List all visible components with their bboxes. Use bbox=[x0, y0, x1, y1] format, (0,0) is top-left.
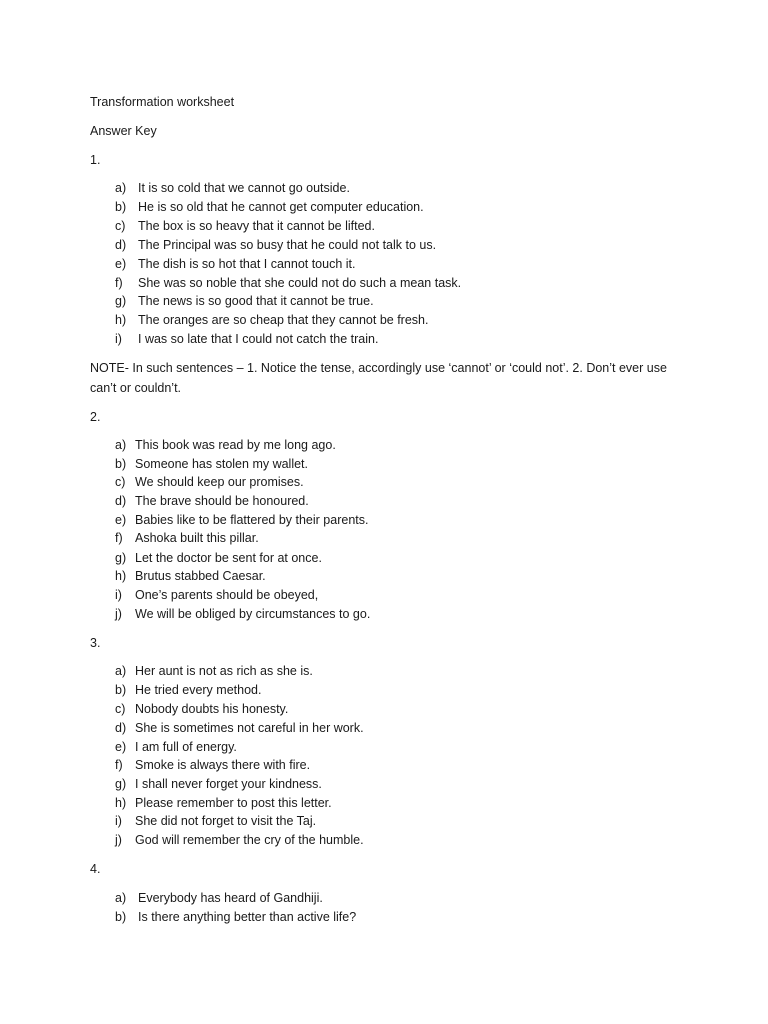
list-item-text: I was so late that I could not catch the train. bbox=[138, 332, 379, 346]
list-marker: a) bbox=[115, 891, 127, 905]
list-marker: b) bbox=[115, 910, 127, 924]
list-marker: h) bbox=[115, 796, 127, 810]
list-marker: h) bbox=[115, 313, 127, 327]
list-item-text: Let the doctor be sent for at once. bbox=[135, 551, 322, 565]
list-marker: b) bbox=[115, 457, 127, 471]
list-marker: e) bbox=[115, 740, 127, 754]
list-item-text: We will be obliged by circumstances to go. bbox=[135, 607, 371, 621]
section-3-number: 3. bbox=[90, 636, 101, 650]
list-item-text: God will remember the cry of the humble. bbox=[135, 833, 364, 847]
list-marker: g) bbox=[115, 294, 127, 308]
document-subtitle: Answer Key bbox=[90, 124, 157, 138]
list-item-text: The oranges are so cheap that they cannot be fresh. bbox=[138, 313, 429, 327]
list-item-text: Babies like to be flattered by their parents. bbox=[135, 513, 369, 527]
list-item-text: Someone has stolen my wallet. bbox=[135, 457, 309, 471]
document-title: Transformation worksheet bbox=[90, 95, 235, 109]
list-item-text: Please remember to post this letter. bbox=[135, 796, 332, 810]
list-item-text: He is so old that he cannot get computer education. bbox=[138, 200, 424, 214]
list-item-text: Everybody has heard of Gandhiji. bbox=[138, 891, 323, 905]
list-item-text: Nobody doubts his honesty. bbox=[135, 702, 289, 716]
list-item-text: The box is so heavy that it cannot be lifted. bbox=[138, 219, 375, 233]
list-marker: e) bbox=[115, 257, 127, 271]
list-item-text: The dish is so hot that I cannot touch it. bbox=[138, 257, 356, 271]
list-item-text: One’s parents should be obeyed, bbox=[135, 588, 319, 602]
list-marker: i) bbox=[115, 588, 122, 602]
list-marker: d) bbox=[115, 238, 127, 252]
list-marker: e) bbox=[115, 513, 127, 527]
list-item-text: Ashoka built this pillar. bbox=[135, 531, 259, 545]
list-marker: c) bbox=[115, 475, 126, 489]
list-marker: c) bbox=[115, 219, 126, 233]
list-item-text: I shall never forget your kindness. bbox=[135, 777, 322, 791]
list-item-text: The Principal was so busy that he could not talk to us. bbox=[138, 238, 437, 252]
list-marker: a) bbox=[115, 438, 127, 452]
list-marker: i) bbox=[115, 332, 122, 346]
list-item-text: She was so noble that she could not do such a mean task. bbox=[138, 276, 462, 290]
list-item-text: The news is so good that it cannot be true. bbox=[138, 294, 374, 308]
list-item-text: She did not forget to visit the Taj. bbox=[135, 814, 317, 828]
list-marker: d) bbox=[115, 494, 127, 508]
list-marker: f) bbox=[115, 531, 123, 545]
list-item-text: She is sometimes not careful in her work. bbox=[135, 721, 364, 735]
section-1-note: NOTE- In such sentences – 1. Notice the tense, accordingly use ‘cannot’ or ‘could not’. 2. Don’t ever use can’t or couldn’t. bbox=[90, 361, 667, 395]
section-2-number: 2. bbox=[90, 410, 101, 424]
list-marker: b) bbox=[115, 683, 127, 697]
list-marker: f) bbox=[115, 758, 123, 772]
list-item-text: He tried every method. bbox=[135, 683, 262, 697]
section-1-number: 1. bbox=[90, 153, 101, 167]
list-item-text: Is there anything better than active life? bbox=[138, 910, 357, 924]
list-item-text: Brutus stabbed Caesar. bbox=[135, 569, 266, 583]
list-marker: i) bbox=[115, 814, 122, 828]
list-item-text: Her aunt is not as rich as she is. bbox=[135, 664, 313, 678]
list-marker: j) bbox=[115, 607, 122, 621]
list-marker: a) bbox=[115, 664, 127, 678]
list-item-text: I am full of energy. bbox=[135, 740, 237, 754]
list-marker: f) bbox=[115, 276, 123, 290]
list-marker: d) bbox=[115, 721, 127, 735]
list-marker: a) bbox=[115, 181, 127, 195]
list-item-text: This book was read by me long ago. bbox=[135, 438, 336, 452]
list-marker: g) bbox=[115, 777, 127, 791]
list-marker: c) bbox=[115, 702, 126, 716]
list-marker: j) bbox=[115, 833, 122, 847]
list-marker: g) bbox=[115, 551, 127, 565]
list-marker: b) bbox=[115, 200, 127, 214]
list-item-text: The brave should be honoured. bbox=[135, 494, 309, 508]
section-4-number: 4. bbox=[90, 862, 101, 876]
list-item-text: It is so cold that we cannot go outside. bbox=[138, 181, 350, 195]
list-item-text: We should keep our promises. bbox=[135, 475, 304, 489]
list-marker: h) bbox=[115, 569, 127, 583]
list-item-text: Smoke is always there with fire. bbox=[135, 758, 311, 772]
